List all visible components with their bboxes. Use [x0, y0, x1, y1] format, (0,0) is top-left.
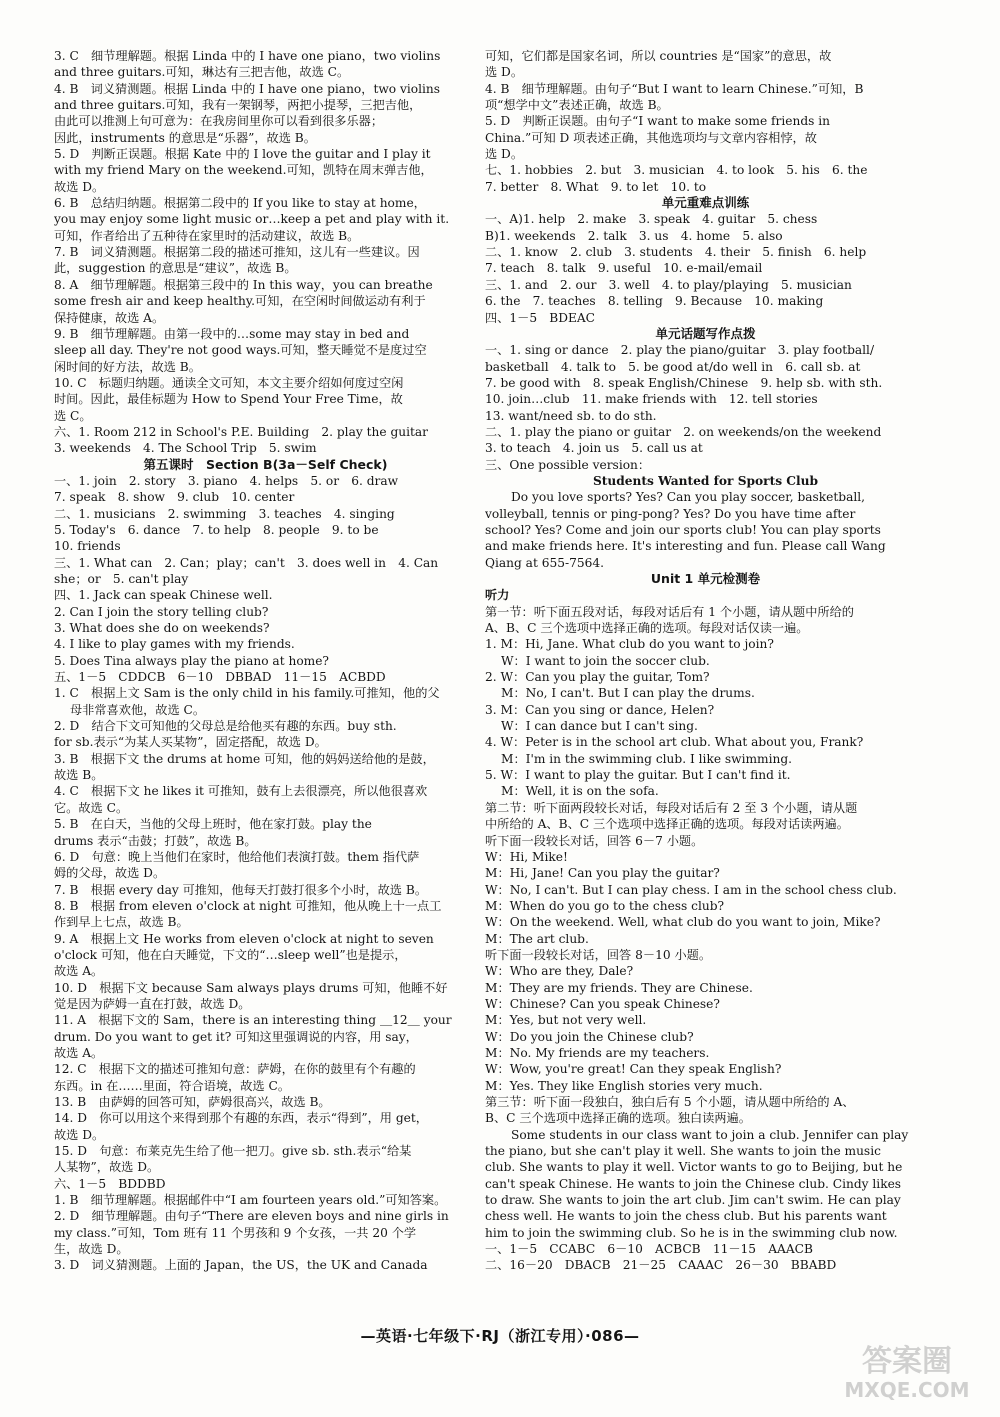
page-footer: —英语·七年级下·RJ（浙江专用）·086—	[360, 1327, 640, 1345]
text-line: 4. I like to play games with my friends.	[54, 637, 295, 652]
text-line: W：Who are they, Dale?	[485, 964, 634, 979]
text-line: Some students in our class want to join a club. Jennifer can play	[511, 1127, 909, 1142]
text-line: 故选 D。	[54, 179, 105, 194]
text-line: 9. B 细节理解题。由第一段中的…some may stay in bed and	[54, 326, 410, 341]
text-line: 7. teach 8. talk 9. useful 10. e-mail/email	[485, 261, 763, 276]
text-line: 三、1. and 2. our 3. well 4. to play/playing 5. musician	[485, 277, 852, 292]
text-line: W：I want to join the soccer club.	[501, 653, 710, 668]
text-line: 14. D 你可以用这个来得到那个有趣的东西，表示“得到”，用 get，	[54, 1111, 428, 1126]
text-line: 4. B 词义猜测题。根据 Linda 中的 I have one piano，two violins	[54, 81, 441, 96]
watermark-url: MXQE.COM	[844, 1378, 970, 1402]
text-line: 3. C 细节理解题。根据 Linda 中的 I have one piano，two violins	[54, 49, 441, 63]
text-line: 7. B 根据 every day 可推知，他每天打鼓打很多个小时，故选 B。	[54, 882, 428, 897]
text-line: 13. B 由萨姆的回答可知，萨姆很高兴，故选 B。	[54, 1095, 331, 1109]
right-column	[485, 48, 926, 1274]
text-line: 12. C 根据下文的描述可推知句意：萨姆，在你的鼓里有个有趣的	[54, 1062, 416, 1077]
text-line: 母非常喜欢他，故选 C。	[70, 702, 206, 717]
text-line: 3. What does she do on weekends?	[54, 621, 270, 636]
text-line: 闲时间的好方法，故选 B。	[54, 359, 201, 374]
text-line: 三、One possible version：	[485, 457, 651, 472]
watermark-logo	[832, 1335, 982, 1405]
text-line: 听下面一段较长对话，回答 6－7 小题。	[485, 833, 704, 848]
text-line: 15. D 句意：布莱克先生给了他一把刀。give sb. sth.表示“给某	[54, 1144, 412, 1159]
text-line: M：No, I can't. But I can play the drums.	[501, 686, 755, 701]
text-line: W：On the weekend. Well, what club do you want to join, Mike?	[485, 915, 881, 930]
text-line: 10. D 根据下文 because Sam always plays drums 可知，他睡不好	[54, 980, 448, 995]
text-line: M：Hi, Jane! Can you play the guitar?	[485, 866, 720, 881]
text-line: 一、1. sing or dance 2. play the piano/guitar 3. play football/	[485, 343, 875, 358]
text-line: 故选 A。	[54, 1045, 104, 1060]
text-line: 3. weekends 4. The School Trip 5. swim	[54, 441, 317, 456]
text-line: 人某物”，故选 D。	[54, 1160, 160, 1175]
text-line: 保持健康，故选 A。	[54, 310, 165, 325]
text-line: M：The art club.	[485, 931, 589, 946]
text-line: M：No. My friends are my teachers.	[485, 1045, 710, 1060]
text-line: W：No, I can't. But I can play chess. I am in the school chess club.	[485, 882, 897, 897]
text-line: 一、A)1. help 2. make 3. speak 4. guitar 5. chess	[485, 212, 818, 227]
text-line: 项“想学中文”表述正确，故选 B。	[485, 98, 669, 113]
text-line: 1. B 细节理解题。根据邮件中“I am fourteen years old.”可知答案。	[54, 1193, 447, 1208]
watermark-text: 答案圈	[862, 1344, 952, 1379]
text-line: some fresh air and keep healthy.可知，在空闲时间做运动有利于	[54, 294, 426, 309]
text-line: 5. Does Tina always play the piano at home?	[54, 653, 329, 668]
text-line: 3. B 根据下文 the drums at home 可知，他的妈妈送给他的是鼓，	[54, 751, 435, 766]
text-line: 4. C 根据下文 he likes it 可推知，鼓有上去很漂亮，所以他很喜欢	[54, 784, 428, 799]
text-line: 因此，instruments 的意思是“乐器”，故选 B。	[54, 130, 316, 145]
text-line: 2. W：Can you play the guitar, Tom?	[485, 670, 710, 685]
text-line: 它。故选 C。	[54, 800, 129, 815]
text-line: 时间。因此，最佳标题为 How to Spend Your Free Time，故	[54, 392, 403, 407]
text-line: 选 C。	[54, 408, 92, 423]
text-line: M：I'm in the swimming club. I like swimming.	[501, 751, 793, 766]
text-line: 可知，作者给出了五种待在家里时的活动建议，故选 B。	[54, 228, 360, 243]
text-line: 生，故选 D。	[54, 1242, 129, 1257]
text-line: M：Well, it is on the sofa.	[501, 784, 659, 799]
text-line: 故选 B。	[54, 768, 104, 783]
text-line: 作到早上七点，故选 B。	[54, 915, 189, 930]
text-line: W：Chinese? Can you speak Chinese?	[485, 996, 720, 1011]
text-line: 7. be good with 8. speak English/Chinese 9. help sb. with sth.	[485, 375, 883, 390]
text-line: can't speak Chinese. He wants to join the Chinese club. Cindy likes	[485, 1176, 902, 1191]
text-line: for sb.表示“为某人买某物”，固定搭配，故选 D。	[54, 735, 327, 750]
text-line: 5. Today's 6. dance 7. to help 8. people 9. to be	[54, 522, 379, 537]
text-line: 5. W：I want to play the guitar. But I can't find it.	[485, 768, 791, 783]
text-line: 5. D 判断正误题。根据 Kate 中的 I love the guitar and I play it	[54, 147, 431, 162]
text-line: she；or 5. can't play	[54, 572, 189, 586]
text-line: 二、16－20 DBACB 21－25 CAAAC 26－30 BBABD	[485, 1258, 837, 1273]
text-line: o'clock 可知，他在白天睡觉，下文的“…sleep well”也是提示，	[54, 947, 407, 962]
text-line: school? Yes? Come and join our sports club! You can play sports	[485, 522, 881, 537]
text-line: 第二节：听下面两段较长对话，每段对话后有 2 至 3 个小题，请从题	[485, 800, 858, 815]
text-line: 7. speak 8. show 9. club 10. center	[54, 490, 295, 505]
text-line: 一、1. join 2. story 3. piano 4. helps 5. or 6. draw	[54, 473, 399, 488]
text-line: 7. better 8. What 9. to let 10. to	[485, 179, 707, 194]
text-line: M：Yes, but not very well.	[485, 1013, 647, 1028]
text-line: drum. Do you want to get it? 可知这里强调说的内容，用 say，	[54, 1029, 418, 1044]
text-line: 选 D。	[485, 65, 524, 80]
text-line: W：Do you join the Chinese club?	[485, 1029, 694, 1044]
text-line: 10. friends	[54, 539, 121, 554]
section-heading: 第五课时 Section B(3a－Self Check)	[143, 456, 388, 472]
text-line: the piano, but she can't play it well. She wants to join the music	[485, 1144, 881, 1159]
text-line: A、B、C 三个选项中选择正确的选项。每段对话仅读一遍。	[485, 621, 809, 636]
text-line: 4. W：Peter is in the school art club. What about you, Frank?	[485, 735, 864, 750]
text-line: 13. want/need sb. to do sth.	[485, 408, 657, 423]
text-line: 此，suggestion 的意思是“建议”，故选 B。	[54, 261, 297, 276]
text-line: drums 表示“击鼓；打鼓”，故选 B。	[54, 833, 257, 848]
text-line: 中所给的 A、B、C 三个选项中选择正确的选项。每段对话读两遍。	[485, 817, 849, 832]
section-heading: Unit 1 单元检测卷	[650, 571, 761, 586]
text-line: 6. D 句意：晚上当他们在家时，他给他们表演打鼓。them 指代萨	[54, 849, 420, 864]
text-line: 故选 D。	[54, 1127, 105, 1142]
text-line: volleyball, tennis or ping-pong? Yes? Do you have time after	[485, 506, 856, 521]
text-line: 3. D 词义猜测题。上面的 Japan，the US，the UK and Canada	[54, 1258, 428, 1273]
text-line: 听力	[485, 588, 510, 603]
text-line: 9. A 根据上文 He works from eleven o'clock at night to seven	[54, 931, 434, 946]
text-line: M：They are my friends. They are Chinese.	[485, 980, 753, 995]
text-line: and three guitars.可知，琳达有三把吉他，故选 C。	[54, 65, 350, 80]
text-line: 听下面一段较长对话，回答 8－10 小题。	[485, 947, 712, 962]
text-line: 3. M：Can you sing or dance, Helen?	[485, 702, 715, 717]
text-line: 二、1. musicians 2. swimming 3. teaches 4. singing	[54, 506, 395, 521]
left-column	[54, 48, 477, 1274]
text-line: club. She wants to play it well. Victor wants to go to Beijing, but he	[485, 1160, 903, 1175]
text-line: China.”可知 D 项表述正确，其他选项均与文章内容相悖，故	[485, 130, 817, 145]
text-line: 七、1. hobbies 2. but 3. musician 4. to look 5. his 6. the	[485, 163, 868, 178]
text-line: and make friends here. It's interesting and fun. Please call Wang	[485, 539, 886, 554]
text-line: Do you love sports? Yes? Can you play soccer, basketball,	[511, 490, 866, 505]
text-line: 四、1. Jack can speak Chinese well.	[54, 588, 273, 603]
text-line: 1. C 根据上文 Sam is the only child in his family.可推知，他的父	[54, 686, 440, 701]
text-line: 第一节：听下面五段对话，每段对话后有 1 个小题，请从题中所给的	[485, 604, 854, 619]
text-line: 可知，它们都是国家名词，所以 countries 是“国家”的意思，故	[485, 49, 832, 63]
text-line: basketball 4. talk to 5. be good at/do well in 6. call sb. at	[485, 359, 861, 374]
text-line: 11. A 根据下文的 Sam，there is an interesting thing ＿12＿ your	[54, 1013, 452, 1028]
text-line: 六、1. Room 212 in School's P.E. Building 2. play the guitar	[54, 424, 428, 439]
text-line: 故选 A。	[54, 964, 104, 979]
text-line: Students Wanted for Sports Club	[592, 473, 819, 488]
text-line: 8. B 根据 from eleven o'clock at night 可推知，他从晚上十一点工	[54, 898, 442, 913]
text-line: 三、1. What can 2. Can；play；can't 3. does well in 4. Can	[54, 555, 439, 570]
text-line: 一、1－5 CCABC 6－10 ACBCB 11－15 AAACB	[485, 1242, 813, 1257]
text-line: 二、1. play the piano or guitar 2. on weekends/on the weekend	[485, 424, 882, 439]
text-line: 10. join…club 11. make friends with 12. tell stories	[485, 392, 818, 407]
text-line: 二、1. know 2. club 3. students 4. their 5. finish 6. help	[485, 245, 867, 260]
text-line: 五、1－5 CDDCB 6－10 DBBAD 11－15 ACBDD	[54, 670, 386, 685]
text-line: 5. D 判断正误题。由句子“I want to make some friends in	[485, 114, 830, 129]
text-line: 觉是因为萨姆一直在打鼓，故选 D。	[54, 996, 251, 1011]
text-line: 6. B 总结归纳题。根据第二段中的 If you like to stay at home，	[54, 196, 426, 211]
text-line: 5. B 在白天，当他的父母上班时，他在家打鼓。play the	[54, 817, 372, 832]
text-line: W：Hi, Mike!	[485, 849, 568, 864]
text-line: 6. the 7. teaches 8. telling 9. Because 10. making	[485, 294, 824, 309]
text-line: 4. B 细节理解题。由句子“But I want to learn Chinese.”可知，B	[485, 81, 864, 96]
text-line: you may enjoy some light music or…keep a pet and play with it.	[54, 212, 450, 227]
text-line: 六、1－5 BDDBD	[54, 1176, 166, 1191]
text-line: with my friend Mary on the weekend.可知，凯特在周末弹吉他，	[54, 163, 433, 178]
text-line: sleep all day. They're not good ways.可知，整天睡觉不是度过空	[54, 343, 427, 358]
text-line: 2. Can I join the story telling club?	[54, 604, 269, 619]
text-line: my class.”可知，Tom 班有 11 个男孩和 9 个女孩，一共 20 个学	[54, 1225, 417, 1240]
text-line: 2. D 细节理解题。由句子“There are eleven boys and nine girls in	[54, 1209, 449, 1224]
text-line: 10. C 标题归纳题。通读全文可知，本文主要介绍如何度过空闲	[54, 375, 404, 390]
text-line: M：Yes. They like English stories very much.	[485, 1078, 763, 1093]
text-line: 东西。in 在……里面，符合语境，故选 C。	[54, 1078, 291, 1093]
text-line: 8. A 细节理解题。根据第三段中的 In this way，you can breathe	[54, 277, 433, 292]
text-line: 第三节：听下面一段独白，独白后有 5 个小题，请从题中所给的 A、	[485, 1095, 855, 1109]
text-line: W：I can dance but I can't sing.	[501, 719, 698, 734]
text-line: chess well. He wants to join the chess club. But his parents want	[485, 1209, 887, 1224]
text-line: him to join the swimming club. So he is in the swimming club now.	[485, 1225, 898, 1240]
text-line: 2. D 结合下文可知他的父母总是给他买有趣的东西。buy sth.	[54, 719, 397, 734]
section-heading: 单元重难点训练	[661, 195, 750, 211]
text-line: 1. M：Hi, Jane. What club do you want to join?	[485, 637, 774, 652]
text-line: 姆的父母，故选 D。	[54, 866, 166, 881]
text-line: 3. to teach 4. join us 5. call us at	[485, 441, 703, 456]
text-line: and three guitars.可知，我有一架钢琴，两把小提琴，三把吉他，	[54, 98, 422, 113]
text-line: M：When do you go to the chess club?	[485, 898, 725, 913]
text-line: 四、1－5 BDEAC	[485, 310, 596, 325]
text-line: to draw. She wants to join the art club. Jim can't swim. He can play	[485, 1193, 901, 1208]
text-line: B、C 三个选项中选择正确的选项。独白读两遍。	[485, 1111, 751, 1126]
text-line: 由此可以推测上句可意为：在我房间里你可以看到很多乐器；	[54, 114, 384, 129]
section-heading: 单元话题写作点拨	[655, 325, 756, 341]
text-line: W：Wow, you're great! Can they speak English?	[485, 1062, 782, 1077]
text-line: 选 D。	[485, 147, 524, 162]
text-line: 7. B 词义猜测题。根据第二段的描述可推知，这儿有一些建议。因	[54, 245, 420, 260]
text-line: B)1. weekends 2. talk 3. us 4. home 5. also	[485, 228, 783, 243]
text-line: Qiang at 655-7564.	[485, 555, 604, 570]
